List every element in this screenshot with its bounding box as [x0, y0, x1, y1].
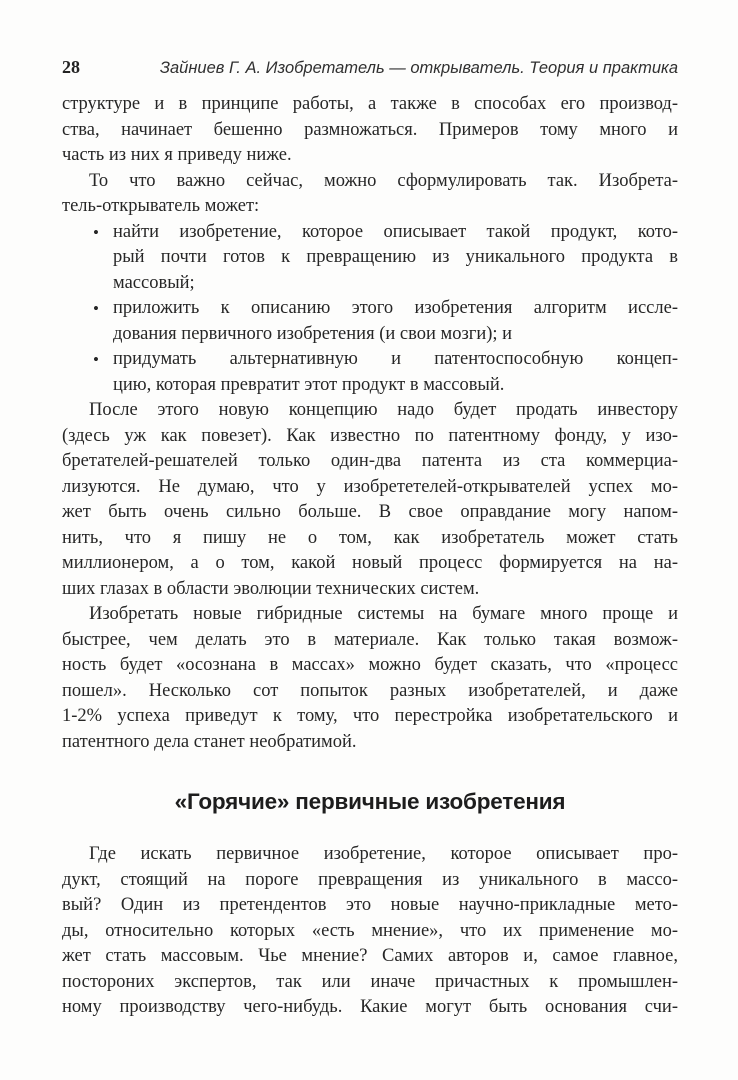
running-header — [62, 57, 678, 78]
text-line: массовый; — [113, 272, 195, 293]
bullet-item — [62, 220, 678, 297]
text-block — [62, 92, 678, 1021]
text-line: бретателей-решателей только один-два патента из ста коммерциа- — [62, 451, 678, 471]
paragraph — [62, 169, 678, 220]
text-line: тель-открыватель может: — [62, 196, 260, 216]
text-line: лизуются. Не думаю, что у изобрететелей-открывателей успех мо- — [62, 476, 678, 497]
text-line: постороних экспертов, так или иначе причастных к промышлен- — [62, 971, 678, 992]
text-line: рый почти готов к превращению из уникального продукта в — [113, 247, 678, 267]
text-line: придумать альтернативную и патентоспособную концеп- — [113, 349, 678, 369]
text-line: ства, начинает бешенно размножаться. Примеров тому много и — [62, 119, 678, 140]
paragraph — [62, 92, 678, 169]
bullet-marker-icon: • — [93, 222, 99, 242]
text-line: После этого новую концепцию надо будет продать инвестору — [89, 400, 678, 420]
text-line: миллионером, а о том, какой новый процесс формируется на на- — [62, 553, 678, 573]
text-line: патентного дела станет необратимой. — [62, 731, 357, 752]
text-line: дукт, стоящий на пороге превращения из уникального в массо- — [62, 869, 678, 890]
section-heading: «Горячие» первичные изобретения — [174, 789, 566, 814]
text-line: (здесь уж как повезет). Как известно по патентному фонду, у изо- — [62, 425, 678, 446]
text-line: дования первичного изобретения (и свои мозги); и — [113, 323, 513, 344]
text-line: структуре и в принципе работы, а также в способах его производ- — [62, 94, 678, 114]
text-line: найти изобретение, которое описывает такой продукт, кото- — [113, 221, 678, 242]
text-line: приложить к описанию этого изобретения алгоритм иссле- — [113, 298, 678, 318]
text-line: 1-2% успеха приведут к тому, что перестройка изобретательского и — [62, 706, 678, 726]
text-line: ды, относительно которых «есть мнение», что их применение мо- — [62, 920, 678, 941]
text-line: цию, которая превратит этот продукт в массовый. — [113, 374, 505, 395]
bullet-item — [62, 296, 678, 347]
bullet-item — [62, 347, 678, 398]
text-line: вый? Один из претендентов это новые научно-прикладные мето- — [62, 895, 678, 915]
paragraph — [62, 602, 678, 755]
page-number: 28 — [62, 57, 80, 77]
text-line: ших глазах в области эволюции технических систем. — [62, 578, 480, 599]
text-line: нить, что я пишу не о том, как изобретатель может стать — [62, 527, 678, 548]
text-line: ность будет «осознана в массах» можно будет сказать, что «процесс — [62, 655, 678, 675]
text-line: ному производству чего-нибудь. Какие могут быть основания счи- — [62, 997, 678, 1017]
text-line: быстрее, чем делать это в материале. Как только такая возмож- — [62, 629, 678, 650]
text-line: Где искать первичное изобретение, которое описывает про- — [89, 844, 678, 864]
running-title: Зайниев Г. А. Изобретатель — открыватель. Теория и практика — [159, 59, 678, 77]
text-line: жет стать массовым. Чье мнение? Самих авторов и, самое главное, — [62, 946, 678, 966]
text-line: пошел». Несколько сот попыток разных изобретателей, и даже — [62, 680, 678, 701]
text-line: часть из них я приведу ниже. — [62, 145, 292, 165]
bullet-marker-icon: • — [93, 299, 99, 318]
paragraph — [62, 842, 678, 1021]
text-line: жет быть очень сильно больше. В свое оправдание могу напом- — [62, 502, 678, 522]
text-line: Изобретать новые гибридные системы на бумаге много проще и — [89, 604, 678, 624]
text-line: То что важно сейчас, можно сформулировать так. Изобрета- — [89, 170, 678, 191]
bullet-marker-icon: • — [93, 350, 99, 369]
paragraph — [62, 398, 678, 602]
